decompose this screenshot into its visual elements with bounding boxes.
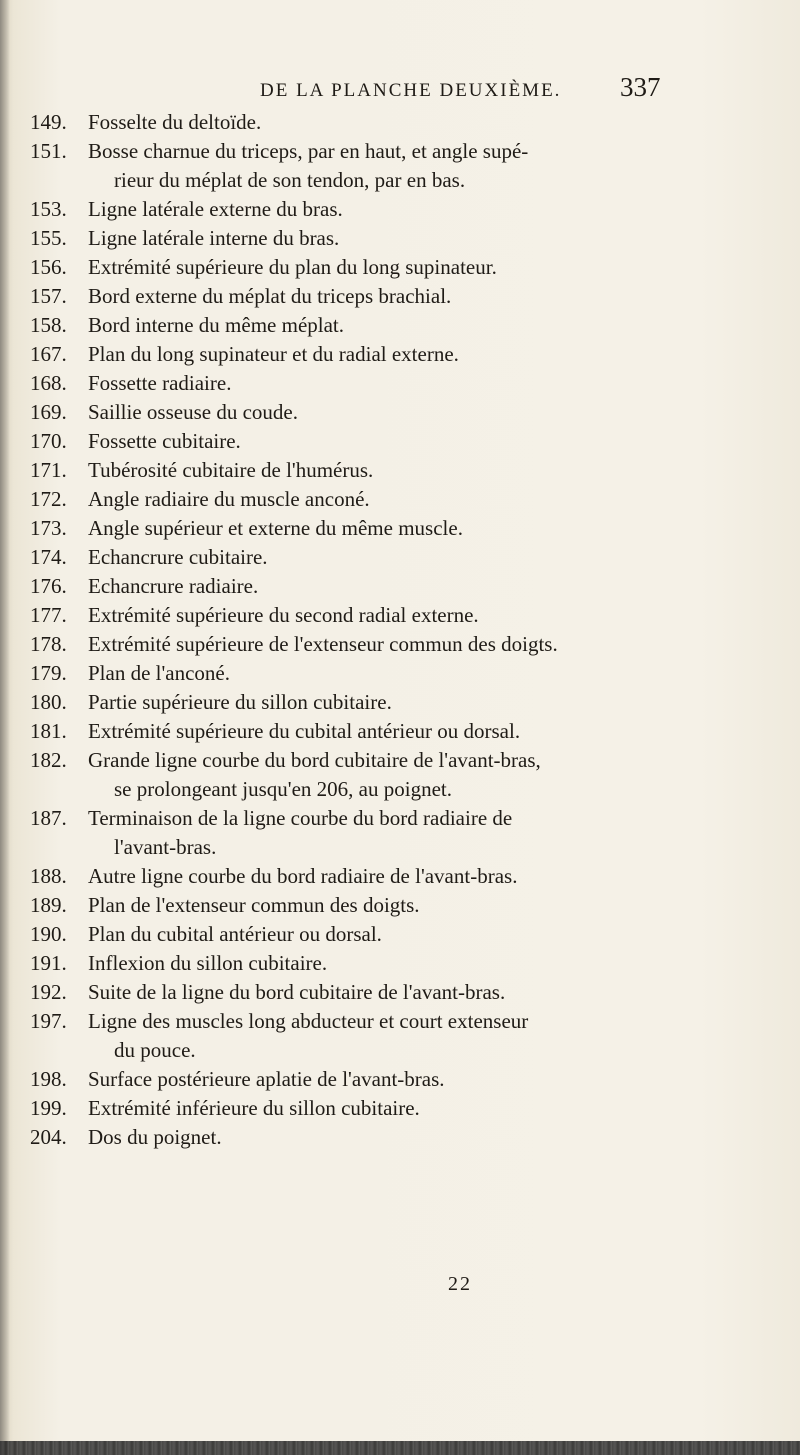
legend-entry (30, 659, 770, 688)
entry-text: Bord interne du même méplat. (88, 313, 345, 337)
entry-text-block (88, 456, 770, 485)
legend-entry (30, 253, 770, 282)
entry-text-block (88, 1123, 770, 1152)
entry-text: Partie supérieure du sillon cubitaire. (88, 690, 392, 714)
entry-number: 176. (30, 574, 67, 598)
entry-text-block (88, 369, 770, 398)
legend-entry (30, 137, 770, 195)
legend-entry (30, 224, 770, 253)
legend-entry (30, 282, 770, 311)
legend-entry (30, 891, 770, 920)
entry-text-block (88, 978, 770, 1007)
book-spine-shadow (0, 0, 10, 1455)
entry-text-block (88, 630, 770, 659)
entry-text-block (88, 311, 770, 340)
entry-text-block (88, 108, 770, 137)
legend-entry (30, 195, 770, 224)
entry-number: 181. (30, 719, 67, 743)
entry-number: 156. (30, 255, 67, 279)
entry-number: 157. (30, 284, 67, 308)
entry-text: Grande ligne courbe du bord cubitaire de l'avant-bras, (88, 748, 541, 772)
legend-entry (30, 601, 770, 630)
entry-text-block (88, 891, 770, 920)
entry-text-block (88, 485, 770, 514)
entry-number: 149. (30, 110, 67, 134)
entry-text: Angle supérieur et externe du même muscle. (88, 516, 463, 540)
entry-text-block (88, 746, 770, 804)
entry-text: Extrémité supérieure de l'extenseur commun des doigts. (88, 632, 558, 656)
legend-entry (30, 978, 770, 1007)
entry-number: 169. (30, 400, 67, 424)
entry-text-block (88, 949, 770, 978)
entry-text: Inflexion du sillon cubitaire. (88, 951, 328, 975)
entry-number: 199. (30, 1096, 67, 1120)
entry-number: 197. (30, 1009, 67, 1033)
entry-number: 153. (30, 197, 67, 221)
legend-entry (30, 1094, 770, 1123)
legend-entry (30, 862, 770, 891)
legend-entry (30, 1065, 770, 1094)
entry-text: Fossette cubitaire. (88, 429, 241, 453)
entry-number: 191. (30, 951, 67, 975)
entry-text: Bord externe du méplat du triceps brachial. (88, 284, 452, 308)
entry-text-block (88, 514, 770, 543)
entry-text-block (88, 920, 770, 949)
entry-text: Bosse charnue du triceps, par en haut, et angle supé- (88, 139, 529, 163)
entry-text: Extrémité inférieure du sillon cubitaire. (88, 1096, 420, 1120)
entry-text: Extrémité supérieure du cubital antérieur ou dorsal. (88, 719, 521, 743)
legend-entry (30, 804, 770, 862)
legend-entry (30, 311, 770, 340)
entry-number: 180. (30, 690, 67, 714)
legend-entry (30, 427, 770, 456)
entry-text: Plan du cubital antérieur ou dorsal. (88, 922, 382, 946)
legend-entry (30, 108, 770, 137)
entry-text: Ligne latérale interne du bras. (88, 226, 340, 250)
entry-text-block (88, 1065, 770, 1094)
entry-number: 188. (30, 864, 67, 888)
entry-text-block (88, 282, 770, 311)
page-bottom-edge (0, 1441, 800, 1455)
entry-text-block (88, 717, 770, 746)
entry-text-block (88, 601, 770, 630)
entry-text: Echancrure cubitaire. (88, 545, 268, 569)
page-number: 337 (620, 72, 661, 102)
entry-number: 173. (30, 516, 67, 540)
entry-text-block (88, 572, 770, 601)
entry-text: Surface postérieure aplatie de l'avant-bras. (88, 1067, 445, 1091)
entry-number: 198. (30, 1067, 67, 1091)
legend-entry (30, 630, 770, 659)
entry-text-block (88, 137, 770, 195)
legend-entry (30, 514, 770, 543)
entry-text: Terminaison de la ligne courbe du bord radiaire de (88, 806, 513, 830)
entry-text-continuation: rieur du méplat de son tendon, par en bas. (114, 168, 466, 192)
legend-list (30, 108, 770, 1152)
legend-entry (30, 1007, 770, 1065)
entry-number: 187. (30, 806, 67, 830)
legend-entry (30, 485, 770, 514)
entry-text: Ligne latérale externe du bras. (88, 197, 343, 221)
entry-number: 170. (30, 429, 67, 453)
entry-number: 167. (30, 342, 67, 366)
entry-text: Plan de l'anconé. (88, 661, 230, 685)
legend-entry (30, 398, 770, 427)
legend-entry (30, 340, 770, 369)
entry-text: Angle radiaire du muscle anconé. (88, 487, 370, 511)
entry-text-block (88, 427, 770, 456)
entry-text-block (88, 862, 770, 891)
legend-entry (30, 717, 770, 746)
legend-entry (30, 746, 770, 804)
entry-text-block (88, 543, 770, 572)
entry-text: Suite de la ligne du bord cubitaire de l'avant-bras. (88, 980, 506, 1004)
entry-text-block (88, 398, 770, 427)
entry-number: 182. (30, 748, 67, 772)
entry-text: Ligne des muscles long abducteur et court extenseur (88, 1009, 529, 1033)
legend-entry (30, 572, 770, 601)
entry-text: Extrémité supérieure du second radial externe. (88, 603, 479, 627)
legend-entry (30, 949, 770, 978)
entry-text-block (88, 688, 770, 717)
entry-number: 172. (30, 487, 67, 511)
entry-number: 177. (30, 603, 67, 627)
entry-number: 158. (30, 313, 67, 337)
entry-text: Saillie osseuse du coude. (88, 400, 298, 424)
entry-text-block (88, 804, 770, 862)
signature-mark: 22 (448, 1273, 472, 1295)
entry-text: Fossette radiaire. (88, 371, 232, 395)
header-title: DE LA PLANCHE DEUXIÈME. (260, 80, 562, 101)
entry-text: Echancrure radiaire. (88, 574, 259, 598)
entry-number: 179. (30, 661, 67, 685)
entry-text: Tubérosité cubitaire de l'humérus. (88, 458, 374, 482)
entry-text-block (88, 659, 770, 688)
entry-number: 151. (30, 139, 67, 163)
entry-text-continuation: du pouce. (114, 1038, 196, 1062)
entry-number: 174. (30, 545, 67, 569)
legend-entry (30, 1123, 770, 1152)
entry-text: Autre ligne courbe du bord radiaire de l'avant-bras. (88, 864, 518, 888)
legend-entry (30, 920, 770, 949)
entry-number: 190. (30, 922, 67, 946)
legend-entry (30, 369, 770, 398)
legend-entry (30, 543, 770, 572)
legend-entry (30, 688, 770, 717)
entry-text-continuation: se prolongeant jusqu'en 206, au poignet. (114, 777, 452, 801)
legend-entry (30, 456, 770, 485)
entry-text-block (88, 340, 770, 369)
entry-number: 204. (30, 1125, 67, 1149)
entry-text: Plan du long supinateur et du radial externe. (88, 342, 459, 366)
entry-number: 171. (30, 458, 67, 482)
entry-text: Plan de l'extenseur commun des doigts. (88, 893, 420, 917)
entry-number: 168. (30, 371, 67, 395)
entry-text-block (88, 224, 770, 253)
entry-text: Fosselte du deltoïde. (88, 110, 262, 134)
entry-text: Dos du poignet. (88, 1125, 222, 1149)
entry-text-continuation: l'avant-bras. (114, 835, 217, 859)
entry-number: 155. (30, 226, 67, 250)
running-head (0, 72, 800, 112)
entry-number: 189. (30, 893, 67, 917)
entry-text-block (88, 1007, 770, 1065)
entry-text-block (88, 1094, 770, 1123)
entry-number: 192. (30, 980, 67, 1004)
entry-text-block (88, 195, 770, 224)
entry-text-block (88, 253, 770, 282)
entry-number: 178. (30, 632, 67, 656)
entry-text: Extrémité supérieure du plan du long supinateur. (88, 255, 497, 279)
